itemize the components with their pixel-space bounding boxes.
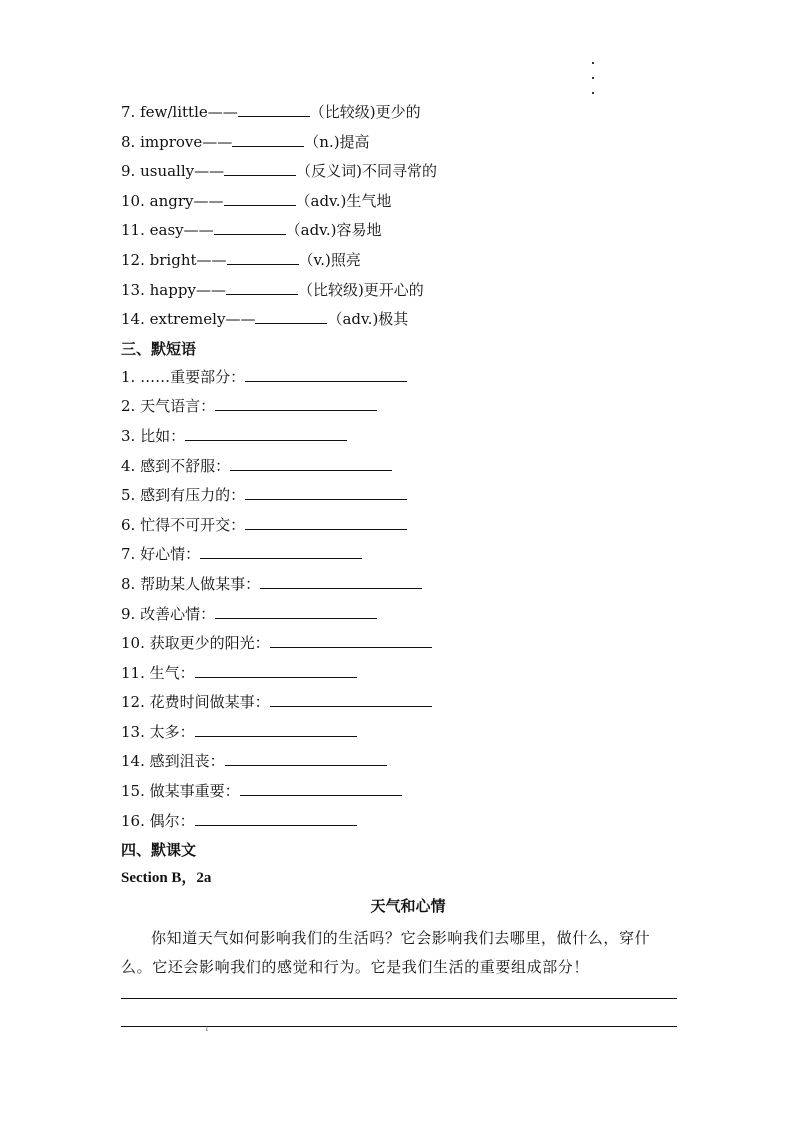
vocab-number: 9. [121,162,136,181]
vocab-hint: （adv.)容易地 [285,221,382,240]
vocab-number: 14. [121,310,145,329]
answer-blank[interactable] [232,131,304,147]
vocab-number: 11. [121,221,145,240]
answer-blank[interactable] [195,662,357,678]
phrase-prompt: 生气： [149,663,195,682]
vocab-word: extremely [149,310,226,329]
passage-paragraph: 你知道天气如何影响我们的生活吗？它会影响我们去哪里，做什么，穿什么。它还会影响我们的感觉和行为。它是我们生活的重要组成部分！ [121,929,651,977]
vocab-number: 12. [121,250,145,269]
phrase-number: 4. [121,456,136,475]
phrase-number: 10. [121,634,145,653]
vocab-word: happy [149,280,196,299]
text-heading: 四、默课文 [121,841,197,860]
vocab-number: 10. [121,191,145,210]
phrase-number: 3. [121,426,136,445]
vocab-dash: —— [194,162,225,181]
answer-blank[interactable] [195,721,357,737]
phrase-prompt: 好心情： [140,545,201,564]
answer-blank[interactable] [224,160,296,176]
answer-blank[interactable] [230,455,392,471]
phrase-prompt: ……重要部分： [140,367,246,386]
vocab-word: bright [149,250,197,269]
vocab-item [121,278,681,308]
phrase-item [121,483,681,513]
vocab-word: few/little [140,103,208,121]
phrase-item [121,454,681,484]
worksheet-content [121,100,681,1027]
phrase-number: 16. [121,811,145,830]
vocab-hint: （反义词)不同寻常的 [296,162,437,181]
vocab-word: usually [140,162,195,181]
vocab-dash: —— [207,103,238,121]
margin-dot [592,62,594,64]
vocab-number: 7. [121,103,136,121]
vocab-dash: —— [202,132,233,151]
phrase-number: 6. [121,515,136,534]
phrase-number: 9. [121,604,136,623]
phrase-number: 11. [121,663,145,682]
phrase-prompt: 天气语言： [140,397,216,416]
vocab-list [121,100,681,337]
phrase-prompt: 比如： [140,426,186,445]
margin-dot [592,77,594,79]
vocab-dash: —— [196,250,227,269]
phrase-prompt: 感到不舒服： [140,456,231,475]
vocab-item [121,248,681,278]
vocab-item [121,159,681,189]
phrase-item [121,690,681,720]
vocab-number: 13. [121,280,145,299]
phrase-prompt: 改善心情： [140,604,216,623]
phrases-heading: 三、默短语 [121,339,197,358]
phrase-item [121,572,681,602]
phrase-item [121,513,681,543]
vocab-hint: （v.)照亮 [298,250,361,269]
answer-blank[interactable] [226,279,298,295]
phrase-item [121,631,681,661]
phrase-item [121,779,681,809]
phrase-number: 2. [121,397,136,416]
phrase-prompt: 帮助某人做某事： [140,574,261,593]
vocab-hint: （adv.)极其 [327,310,409,329]
phrase-number: 7. [121,545,136,564]
answer-blank[interactable] [195,810,357,826]
phrase-number: 12. [121,693,145,712]
vocab-number: 8. [121,132,136,151]
answer-blank[interactable] [215,395,377,411]
vocab-item [121,307,681,337]
phrase-item [121,809,681,839]
vocab-word: angry [149,191,194,210]
phrase-number: 15. [121,782,145,801]
phrase-item [121,602,681,632]
vocab-item [121,189,681,219]
answer-blank[interactable] [185,425,347,441]
vocab-hint: （n.)提高 [304,132,370,151]
vocab-hint: （比较级)更开心的 [297,280,424,299]
phrase-prompt: 偶尔： [149,811,195,830]
answer-blank[interactable] [214,219,286,235]
answer-blank[interactable] [270,632,432,648]
phrase-prompt: 花费时间做某事： [149,693,270,712]
answer-blank[interactable] [224,190,296,206]
answer-blank[interactable] [225,750,387,766]
vocab-dash: —— [195,280,226,299]
answer-blank[interactable] [245,366,407,382]
answer-blank[interactable] [227,249,299,265]
phrase-list [121,365,681,839]
answer-blank[interactable] [238,101,310,117]
answer-blank[interactable] [245,484,407,500]
vocab-item [121,218,681,248]
answer-blank[interactable] [255,308,327,324]
phrase-prompt: 做某事重要： [149,782,240,801]
phrase-item [121,394,681,424]
answer-blank[interactable] [200,543,362,559]
answer-blank[interactable] [260,573,422,589]
phrase-item [121,749,681,779]
phrase-prompt: 感到有压力的： [140,486,246,505]
vocab-dash: —— [193,191,224,210]
phrase-number: 5. [121,486,136,505]
phrase-number: 13. [121,722,145,741]
vocab-hint: （adv.)生气地 [295,191,392,210]
phrase-number: 8. [121,574,136,593]
footer-mark: 1 [205,1026,209,1033]
answer-blank[interactable] [240,780,402,796]
phrase-item [121,365,681,395]
vocab-dash: —— [183,221,214,240]
phrase-prompt: 忙得不可开交： [140,515,246,534]
phrase-item [121,661,681,691]
phrase-prompt: 太多： [149,722,195,741]
passage-title: 天气和心情 [370,897,446,916]
phrase-prompt: 感到沮丧： [149,752,225,771]
phrase-item [121,424,681,454]
phrase-number: 1. [121,367,136,386]
answer-blank[interactable] [245,514,407,530]
section-label: Section B，2a [121,870,212,887]
vocab-hint: （比较级)更少的 [309,103,421,121]
answer-blank[interactable] [215,603,377,619]
phrase-item [121,542,681,572]
vocab-item [121,100,681,130]
vocab-item [121,130,681,160]
phrase-prompt: 获取更少的阳光： [149,634,270,653]
vocab-word: easy [149,221,184,240]
phrase-number: 14. [121,752,145,771]
answer-blank[interactable] [270,691,432,707]
vocab-dash: —— [225,310,256,329]
writing-line[interactable] [121,998,677,999]
phrase-item [121,720,681,750]
vocab-word: improve [140,132,203,151]
margin-dot [592,92,594,94]
